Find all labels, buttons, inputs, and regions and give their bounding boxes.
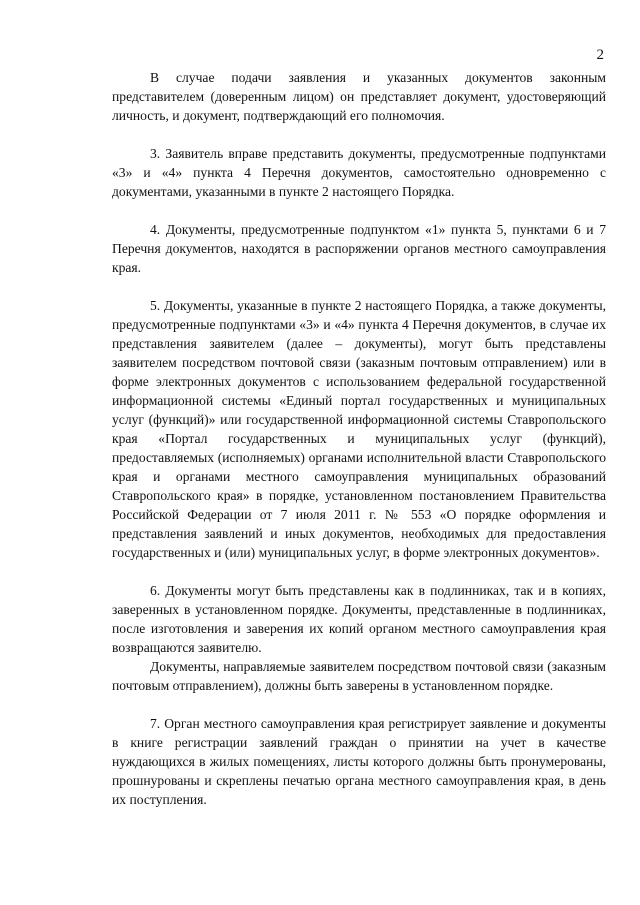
paragraph-item-7: 7. Орган местного самоуправления края регистрирует заявление и документы в книге регистрации заявлений граждан о принятии на учет в качестве нуждающихся в жилых помещениях, листы которого должны быть пронумерованы, прошнурованы и скреплены печатью органа местного самоуправления края, в день их поступления. [112, 716, 606, 807]
page-number: 2 [596, 47, 604, 63]
paragraph-representative: В случае подачи заявления и указанных документов законным представителем (доверенным лицом) он представляет документ, удостоверяющий личность, и документ, подтверждающий его полномочия. [112, 70, 606, 123]
document-body [112, 68, 606, 809]
paragraph-item-6-continued: Документы, направляемые заявителем посредством почтовой связи (заказным почтовым отправлением), должны быть заверены в установленном порядке. [112, 659, 606, 693]
paragraph-item-4: 4. Документы, предусмотренные подпунктом «1» пункта 5, пунктами 6 и 7 Перечня документов, находятся в распоряжении органов местного самоуправления края. [112, 222, 606, 275]
paragraph-item-3: 3. Заявитель вправе представить документы, предусмотренные подпунктами «3» и «4» пункта 4 Перечня документов, самостоятельно одновременно с документами, указанными в пункте 2 настоящего Порядка. [112, 146, 606, 199]
paragraph-item-6: 6. Документы могут быть представлены как в подлинниках, так и в копиях, заверенных в установленном порядке. Документы, представленные в подлинниках, после изготовления и заверения их копий органом местного самоуправления края возвращаются заявителю. [112, 583, 606, 655]
paragraph-item-5: 5. Документы, указанные в пункте 2 настоящего Порядка, а также документы, предусмотренные подпунктами «3» и «4» пункта 4 Перечня документов, в случае их представления заявителем (далее – документы), могут быть представлены заявителем посредством почтовой связи (заказным почтовым отправлением) или в форме электронных документов с использованием федеральной государственной информационной системы «Единый портал государственных и муниципальных услуг (функций)» или государственной информационной системы Ставропольского края «Портал государственных и муниципальных услуг (функций), предоставляемых (исполняемых) органами исполнительной власти Ставропольского края и органами местного самоуправления муниципальных образований Ставропольского края» в порядке, установленном постановлением Правительства Российской Федерации от 7 июля 2011 г. № 553 «О порядке оформления и представления заявлений и иных документов, необходимых для предоставления государственных и (или) муниципальных услуг, в форме электронных документов». [112, 298, 606, 560]
